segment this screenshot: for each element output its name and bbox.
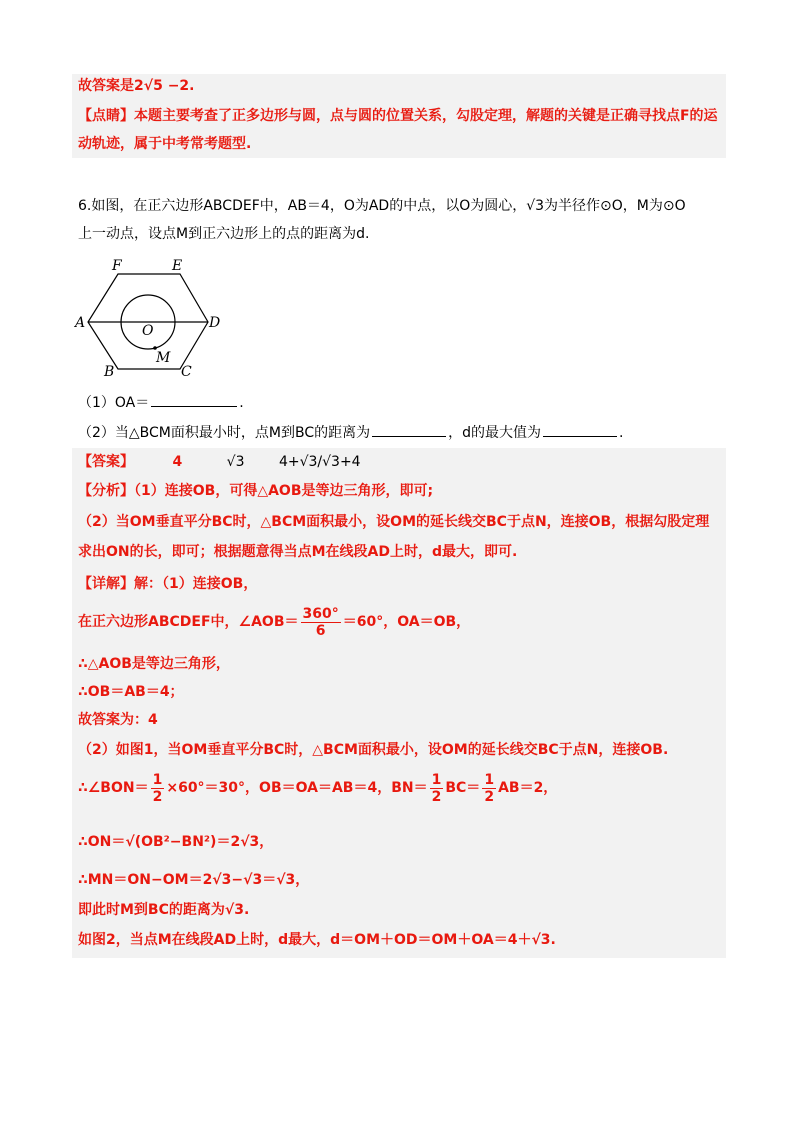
fraction-numerator: 1 [152,771,163,788]
detail-text-9: ∴MN＝ON−OM＝2√3−√3＝√3， [78,872,310,888]
detail-text-7a: ∴∠BON＝ [78,780,149,796]
q2-blank-distance[interactable] [372,422,446,437]
detail-text-10: 即此时M到BC的距离为√3. [78,902,250,918]
fraction-half-1 [151,772,165,805]
analysis-text-3: 求出ON的长，即可；根据题意得当点M在线段AD上时，d最大，即可. [78,544,518,560]
prev-comment-line1 [78,106,718,126]
detail-line7 [78,770,557,806]
detail-text-5: 故答案为：4 [78,712,158,728]
prev-answer-end: . [189,78,195,94]
q2-mid: ，d的最大值为 [448,425,541,441]
label-d: D [209,315,221,331]
detail-text-7d: AB＝2， [498,780,558,796]
answer-value-2: √3 [226,454,245,470]
detail-line9 [78,870,309,890]
q2-end: . [619,425,624,441]
analysis-line3 [78,542,517,562]
q2-label: （2）当△BCM面积最小时，点M到BC的距离为 [78,425,371,441]
fraction-denominator: 6 [315,622,326,639]
comment-tag: 【点睛】 [78,108,134,124]
problem-line1 [78,196,686,216]
label-b: B [104,364,115,380]
detail-text-2b: ＝60°，OA＝OB， [342,614,471,630]
q2-blank-max[interactable] [543,422,617,437]
label-e: E [172,258,183,274]
fraction-denominator: 2 [152,788,163,805]
fraction-numerator: 1 [431,771,442,788]
question-2 [78,422,623,443]
detail-line6 [78,740,668,760]
answer-line [78,452,361,472]
hexagon-figure [72,258,232,384]
fraction-denominator: 2 [431,788,442,805]
detail-text-7c: BC＝ [445,780,481,796]
fraction-half-3 [482,772,496,805]
label-m: M [156,350,171,366]
detail-line2 [78,604,470,640]
comment-text-1: 本题主要考查了正多边形与圆，点与圆的位置关系，勾股定理，解题的关键是正确寻找点F的运 [134,108,718,124]
detail-text-7b: ×60°＝30°，OB＝OA＝AB＝4，BN＝ [166,780,428,796]
problem-text-1: 6.如图，在正六边形ABCDEF中，AB＝4，O为AD的中点，以O为圆心，√3为半径作⊙O，M为⊙O [78,198,686,214]
prev-answer-line [78,76,195,96]
prev-answer-lead: 故答案是 [78,78,134,94]
detail-text-11: 如图2，当点M在线段AD上时，d最大，d＝OM＋OD＝OM＋OA＝4＋√3. [78,932,556,948]
prev-comment-line2 [78,134,251,154]
detail-text-4: ∴OB＝AB＝4； [78,684,184,700]
detail-text-1: 解：（1）连接OB， [134,576,258,592]
q1-label: （1）OA＝ [78,395,150,411]
detail-text-6: （2）如图1，当OM垂直平分BC时，△BCM面积最小，设OM的延长线交BC于点N，连接OB. [78,742,669,758]
fraction-denominator: 2 [484,788,495,805]
fraction-half-2 [430,772,444,805]
comment-text-2: 动轨迹，属于中考常考题型. [78,136,252,152]
q1-blank[interactable] [151,392,237,407]
fraction-numerator: 360° [302,605,339,622]
detail-tag: 【详解】 [78,576,134,592]
fraction-numerator: 1 [484,771,495,788]
problem-text-2: 上一动点，设点M到正六边形上的点的距离为d. [78,226,370,242]
label-f: F [112,258,122,274]
analysis-text-2: （2）当OM垂直平分BC时，△BCM面积最小，设OM的延长线交BC于点N，连接OB，根据勾股定理 [78,514,710,530]
detail-text-2a: 在正六边形ABCDEF中，∠AOB＝ [78,614,299,630]
answer-value-1: 4 [172,454,183,470]
analysis-text-1: （1）连接OB，可得△AOB是等边三角形，即可; [134,483,434,499]
detail-line8 [78,832,273,852]
label-a: A [75,315,86,331]
detail-line11 [78,930,556,950]
problem-line2 [78,224,369,244]
detail-text-3: ∴△AOB是等边三角形， [78,656,230,672]
prev-answer-value: 2√5 −2 [134,78,190,94]
analysis-line1 [78,481,433,501]
fraction-360-6 [301,606,341,639]
analysis-tag: 【分析】 [78,483,134,499]
detail-line4 [78,682,184,702]
detail-line10 [78,900,249,920]
detail-line1 [78,574,257,594]
detail-line3 [78,654,230,674]
question-1 [78,392,244,413]
detail-text-8: ∴ON＝√(OB²−BN²)＝2√3， [78,834,274,850]
label-o: O [142,323,154,339]
label-c: C [181,364,192,380]
answer-tag: 【答案】 [78,454,134,470]
q1-end: . [239,395,244,411]
analysis-line2 [78,512,709,532]
detail-line5 [78,710,158,730]
answer-value-3: 4+√3/√3+4 [278,454,361,470]
